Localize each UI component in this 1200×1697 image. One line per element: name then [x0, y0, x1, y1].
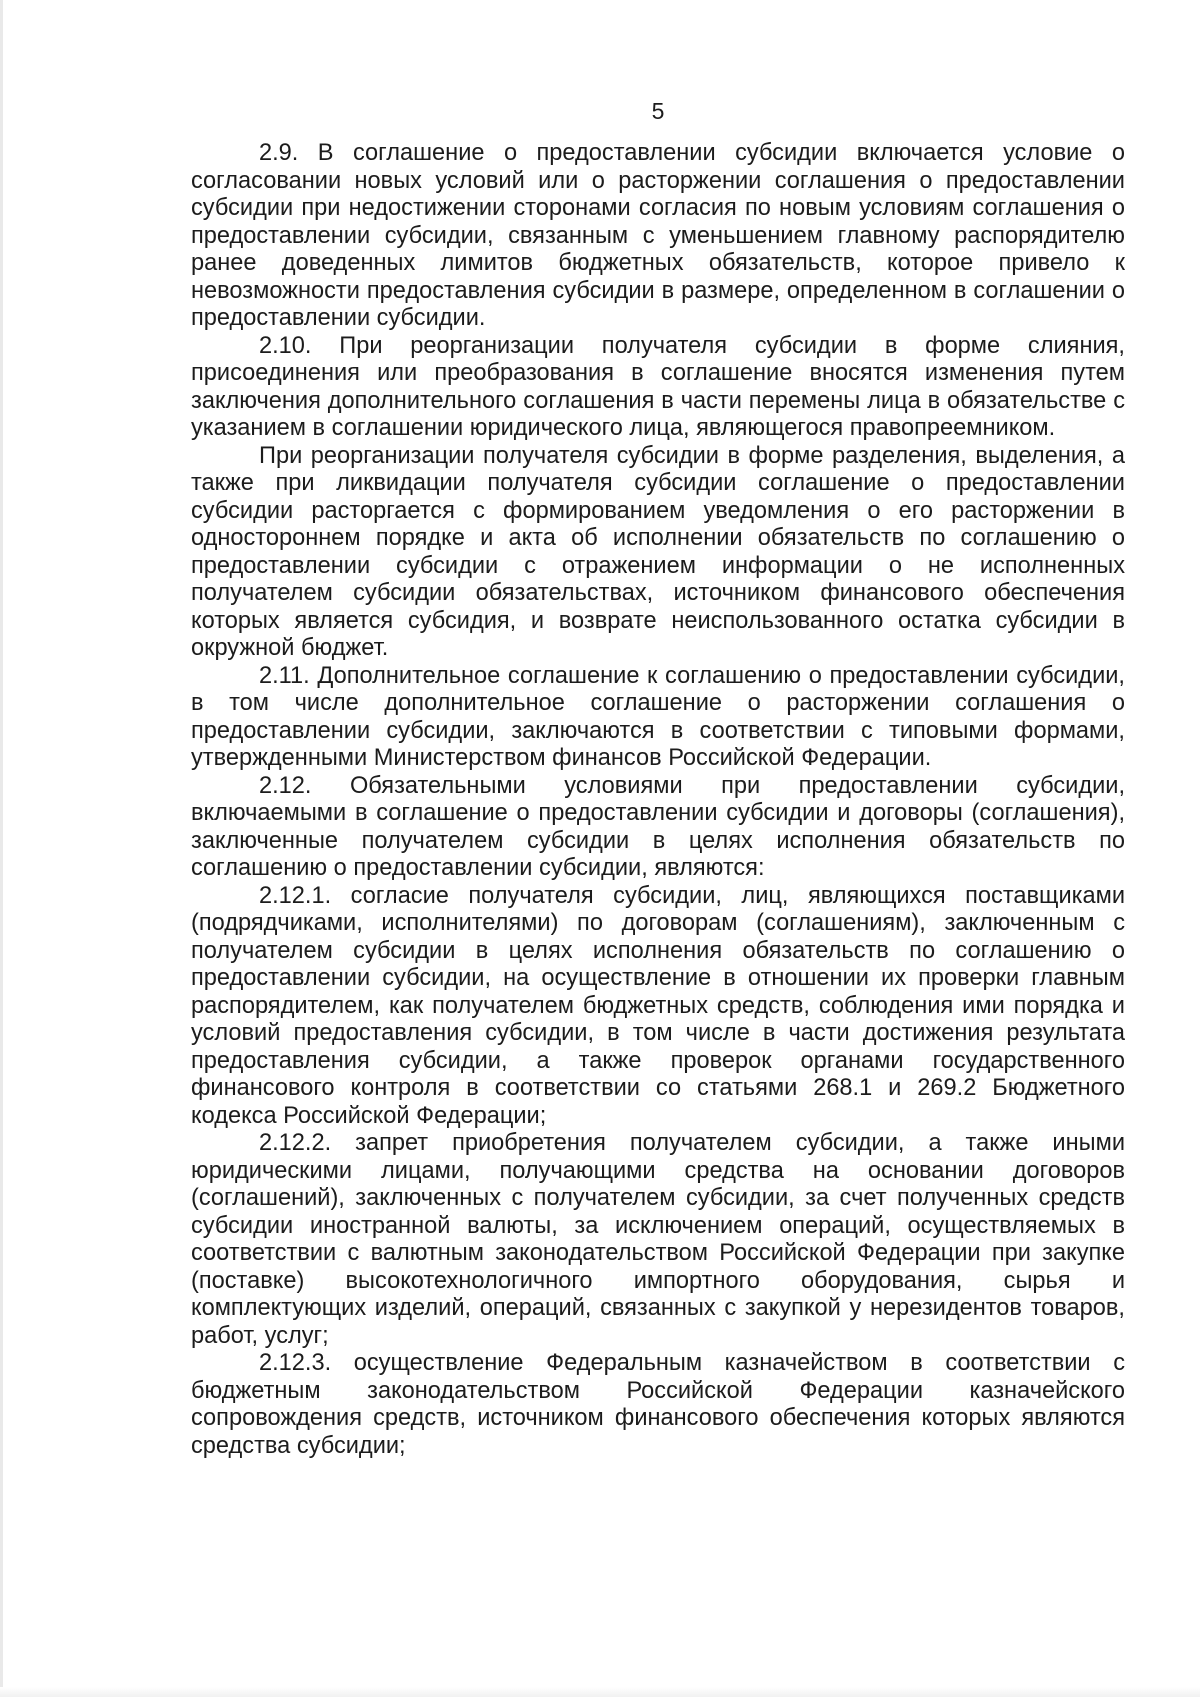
paragraph-2-12-3: 2.12.3. осуществление Федеральным казначейством в соответствии с бюджетным законодательством Российской Федерации казначейского сопровождения средств, источником финансового обеспечения которых являются средства субсидии;: [191, 1350, 1125, 1459]
paragraph-2-9: 2.9. В соглашение о предоставлении субсидии включается условие о согласовании новых условий или о расторжении соглашения о предоставлении субсидии при недостижении сторонами согласия по новым условиям соглашения о предоставлении субсидии, связанным с уменьшением главному распорядителю ранее доведенных лимитов бюджетных обязательств, которое привело к невозможности предоставления субсидии в размере, определенном в соглашении о предоставлении субсидии.: [191, 140, 1125, 331]
paragraph-2-12-1: 2.12.1. согласие получателя субсидии, лиц, являющихся поставщиками (подрядчиками, исполнителями) по договорам (соглашениям), заключенным с получателем субсидии в целях исполнения обязательств по соглашению о предоставлении субсидии, на осуществление в отношении их проверки главным распорядителем, как получателем бюджетных средств, соблюдения ими порядка и условий предоставления субсидии, в том числе в части достижения результата предоставления субсидии, а также проверок органами государственного финансового контроля в соответствии со статьями 268.1 и 269.2 Бюджетного кодекса Российской Федерации;: [191, 882, 1125, 1129]
paragraph-2-12: 2.12. Обязательными условиями при предоставлении субсидии, включаемыми в соглашение о предоставлении субсидии и договоры (соглашения), заключенные получателем субсидии в целях исполнения обязательств по соглашению о предоставлении субсидии, являются:: [191, 772, 1125, 881]
paragraph-2-11: 2.11. Дополнительное соглашение к соглашению о предоставлении субсидии, в том числе дополнительное соглашение о расторжении соглашения о предоставлении субсидии, заключаются в соответствии с типовыми формами, утвержденными Министерством финансов Российской Федерации.: [191, 662, 1125, 771]
document-body: [191, 140, 1125, 1460]
page-edge-bottom: [0, 1687, 1200, 1697]
paragraph-2-10: 2.10. При реорганизации получателя субсидии в форме слияния, присоединения или преобразования в соглашение вносятся изменения путем заключения дополнительного соглашения в части перемены лица в обязательстве с указанием в соглашении юридического лица, являющегося правопреемником.: [191, 332, 1125, 441]
paragraph-2-10-reorganization: При реорганизации получателя субсидии в форме разделения, выделения, а также при ликвидации получателя субсидии соглашение о предоставлении субсидии расторгается с формированием уведомления о его расторжении в одностороннем порядке и акта об исполнении обязательств по соглашению о предоставлении субсидии с отражением информации о не исполненных получателем субсидии обязательствах, источником финансового обеспечения которых является субсидия, и возврате неиспользованного остатка субсидии в окружной бюджет.: [191, 442, 1125, 661]
page-edge-left: [0, 0, 3, 1697]
paragraph-2-12-2: 2.12.2. запрет приобретения получателем субсидии, а также иными юридическими лицами, получающими средства на основании договоров (соглашений), заключенных с получателем субсидии, за счет полученных средств субсидии иностранной валюты, за исключением операций, осуществляемых в соответствии с валютным законодательством Российской Федерации при закупке (поставке) высокотехнологичного импортного оборудования, сырья и комплектующих изделий, операций, связанных с закупкой у нерезидентов товаров, работ, услуг;: [191, 1130, 1125, 1349]
page-number: 5: [651, 98, 665, 124]
